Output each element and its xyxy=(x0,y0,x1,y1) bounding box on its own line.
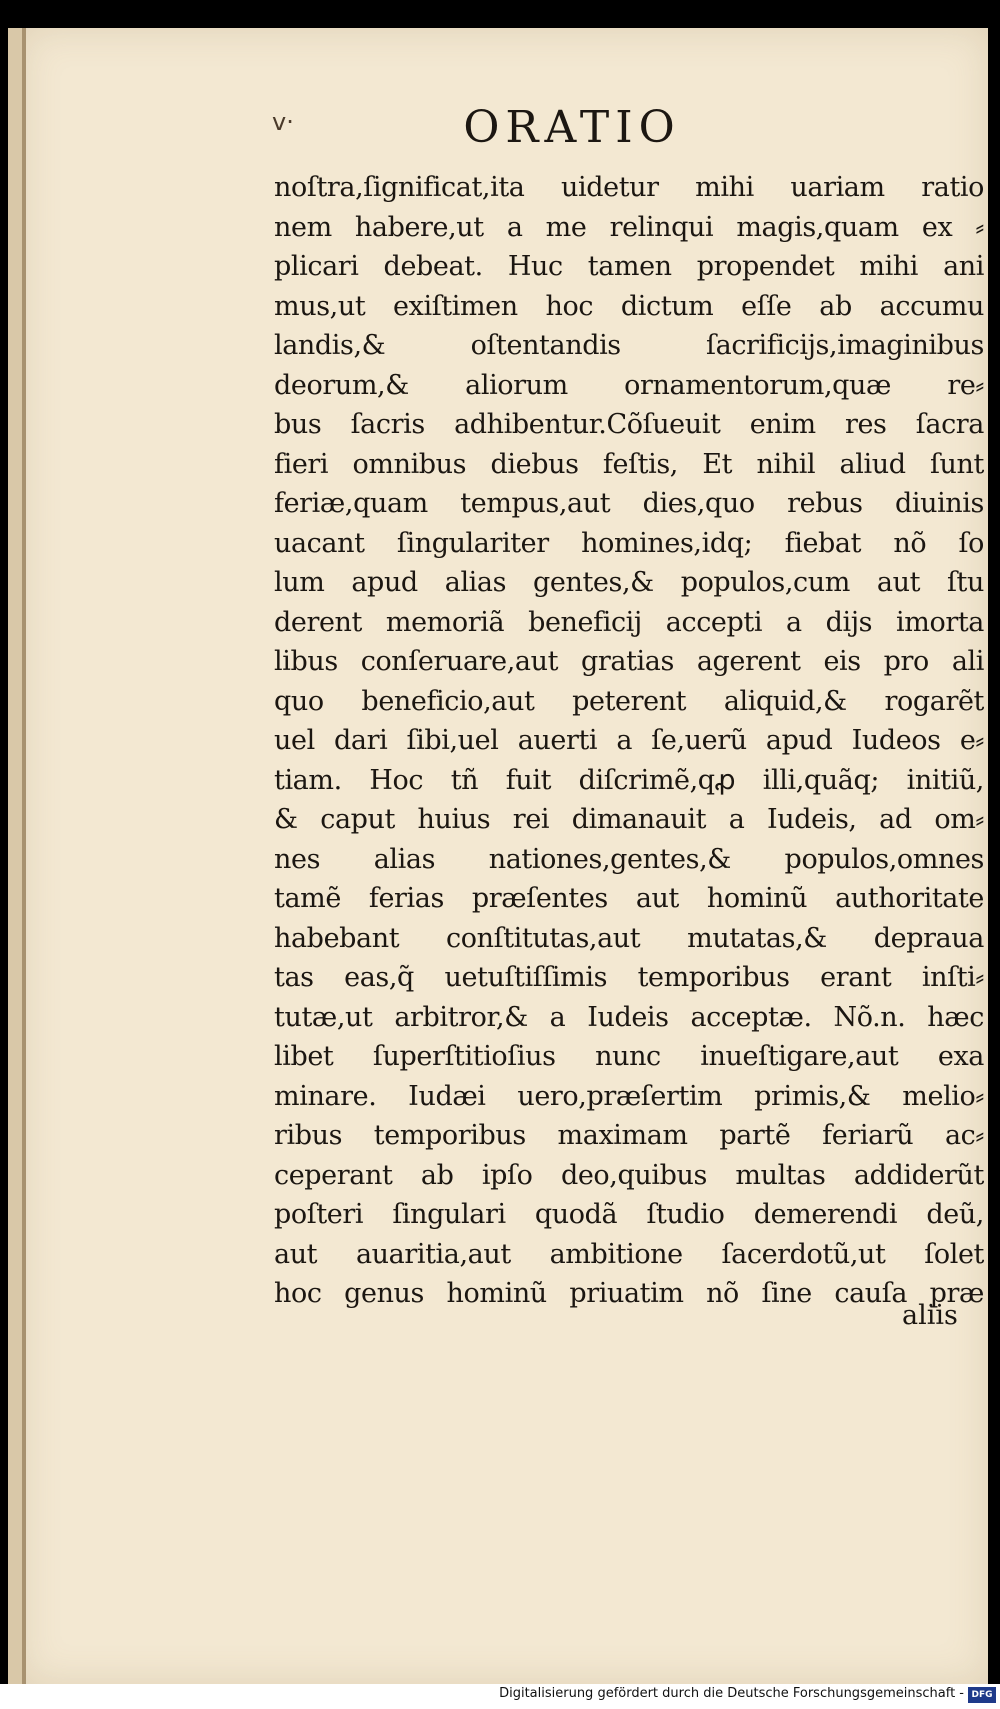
text-line: tiam. Hoc tñ fuit diſcrimẽ,qꝓ illi,quãq; initiũ, xyxy=(274,764,984,796)
text-line: nes alias nationes,gentes,& populos,omnes xyxy=(274,843,984,875)
text-line: tamẽ ferias præſentes aut hominũ authoritate xyxy=(274,883,984,914)
book-page xyxy=(8,28,988,1684)
footer-credit: Digitalisierung gefördert durch die Deutsche Forschungsgemeinschaft - xyxy=(499,1686,964,1701)
text-line: bus ſacris adhibentur.Cõſueuit enim res ſacra xyxy=(274,409,984,440)
text-block xyxy=(274,168,984,1314)
text-line: noſtra,ſignificat,ita uidetur mihi uariam ratio xyxy=(274,172,984,203)
text-line: tas eas,q̃ uetuſtiſſimis temporibus erant inſti⸗ xyxy=(274,962,984,993)
running-head: ORATIO xyxy=(463,102,681,153)
text-line: quo beneficio,aut peterent aliquid,& rogarẽt xyxy=(274,685,984,717)
text-line: nem habere,ut a me relinqui magis,quam ex ⸗ xyxy=(274,211,984,243)
catchword: aliis xyxy=(902,1300,958,1331)
text-line: deorum,& aliorum ornamentorum,quæ re⸗ xyxy=(274,369,984,401)
text-line: landis,& oſtentandis ſacrificijs,imaginibus xyxy=(274,330,984,361)
footer-bar xyxy=(0,1684,1000,1709)
text-line: minare. Iudæi uero,præſertim primis,& melio⸗ xyxy=(274,1080,984,1112)
text-line: uel dari ſibi,uel auerti a ſe,uerũ apud Iudeos e⸗ xyxy=(274,725,984,756)
text-line: libet ſuperſtitioſius nunc inueſtigare,aut exa xyxy=(274,1041,984,1072)
text-line: ceperant ab ipſo deo,quibus multas addiderũt xyxy=(274,1159,984,1191)
text-line: libus conſeruare,aut gratias agerent eis pro ali xyxy=(274,646,984,677)
page-edge xyxy=(22,28,26,1684)
text-line: habebant conſtitutas,aut mutatas,& deprauа xyxy=(274,922,984,954)
dfg-logo-icon: DFG xyxy=(968,1687,996,1703)
text-line: fieri omnibus diebus feſtis, Et nihil aliud ſunt xyxy=(274,448,984,480)
text-line: ribus temporibus maximam partẽ feriarũ ac⸗ xyxy=(274,1120,984,1151)
text-line: derent memoriã beneficij accepti a dijs imorta xyxy=(274,606,984,638)
text-line: aut auaritia,aut ambitione ſacerdotũ,ut ſolet xyxy=(274,1238,984,1270)
text-line: tutæ,ut arbitror,& a Iudeis acceptæ. Nõ.n. hæc xyxy=(274,1001,984,1033)
text-line: poſteri ſingulari quodã ſtudio demerendi deũ, xyxy=(274,1199,984,1230)
text-line: uacant ſingulariter homines,idq; fiebat nõ ſo xyxy=(274,527,984,559)
text-line: & caput huius rei dimanauit a Iudeis, ad om⸗ xyxy=(274,804,984,835)
text-line: feriæ,quam tempus,aut dies,quo rebus diuinis xyxy=(274,488,984,519)
text-line: hoc genus hominũ priuatim nõ ſine cauſa præ xyxy=(274,1278,984,1309)
corner-mark: v· xyxy=(272,108,294,136)
text-line: lum apud alias gentes,& populos,cum aut ſtu xyxy=(274,567,984,598)
text-line: plicari debeat. Huc tamen propendet mihi ani xyxy=(274,251,984,282)
text-line: mus,ut exiſtimen hoc dictum eſſe ab accumu xyxy=(274,290,984,322)
